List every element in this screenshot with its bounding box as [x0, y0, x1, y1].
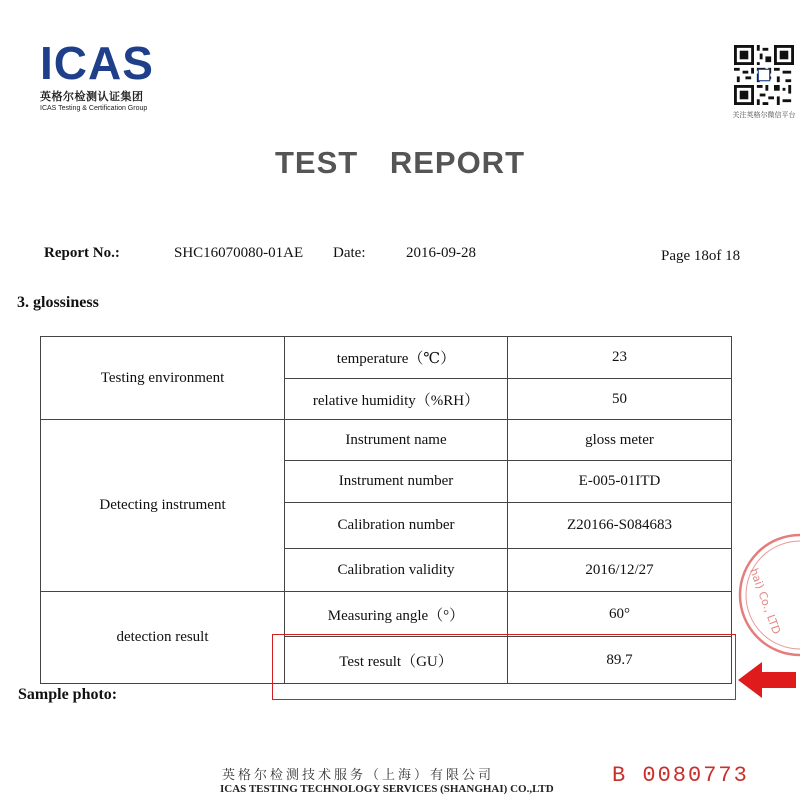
param-cell: Measuring angle（°）: [285, 592, 508, 637]
param-cell: temperature（℃）: [285, 337, 508, 379]
qr-code-icon: [734, 45, 794, 105]
value-cell: Z20166-S084683: [508, 503, 732, 549]
value-cell: E-005-01ITD: [508, 461, 732, 503]
logo-english-name: ICAS Testing & Certification Group: [40, 105, 148, 112]
logo-wordmark: ICAS: [40, 37, 154, 89]
param-cell: Calibration validity: [285, 549, 508, 592]
group-label-testing-environment: Testing environment: [41, 337, 285, 420]
param-cell: Test result（GU）: [285, 637, 508, 684]
value-cell: 23: [508, 337, 732, 379]
value-cell: 50: [508, 379, 732, 420]
value-cell: 60°: [508, 592, 732, 637]
param-cell: Calibration number: [285, 503, 508, 549]
arrow-left-icon: [738, 660, 796, 700]
param-cell: relative humidity（%RH）: [285, 379, 508, 420]
value-cell: 89.7: [508, 637, 732, 684]
footer-company-english: ICAS TESTING TECHNOLOGY SERVICES (SHANGHAI) CO.,LTD: [220, 783, 554, 795]
test-result-highlight: [272, 634, 736, 700]
page-title: TEST REPORT: [274, 145, 525, 180]
footer-company-chinese: 英格尔检测技术服务（上海）有限公司: [222, 768, 495, 783]
table-row: [41, 420, 732, 461]
serial-number: B 0080773: [612, 763, 749, 788]
qr-caption: 关注英格尔微信平台: [732, 111, 796, 119]
logo-chinese-name: 英格尔检测认证集团: [40, 90, 144, 103]
param-cell: Instrument name: [285, 420, 508, 461]
date-value: 2016-09-28: [406, 245, 476, 261]
glossiness-table: [40, 336, 732, 684]
value-cell: 2016/12/27: [508, 549, 732, 592]
report-number-label: Report No.:: [44, 245, 120, 261]
svg-text:hai) Co., LTD: hai) Co., LTD: [747, 566, 784, 636]
page-indicator: Page 18of 18: [661, 248, 741, 264]
report-number-value: SHC16070080-01AE: [174, 245, 304, 261]
param-cell: Instrument number: [285, 461, 508, 503]
sample-photo-label: Sample photo:: [18, 686, 118, 703]
group-label-detection-result: detection result: [41, 592, 285, 684]
group-label-detecting-instrument: Detecting instrument: [41, 420, 285, 592]
value-cell: gloss meter: [508, 420, 732, 461]
table-row: [41, 592, 732, 637]
table-row: [41, 337, 732, 379]
icas-logo: [40, 37, 175, 112]
date-label: Date:: [333, 245, 366, 261]
section-heading: 3. glossiness: [17, 294, 99, 311]
